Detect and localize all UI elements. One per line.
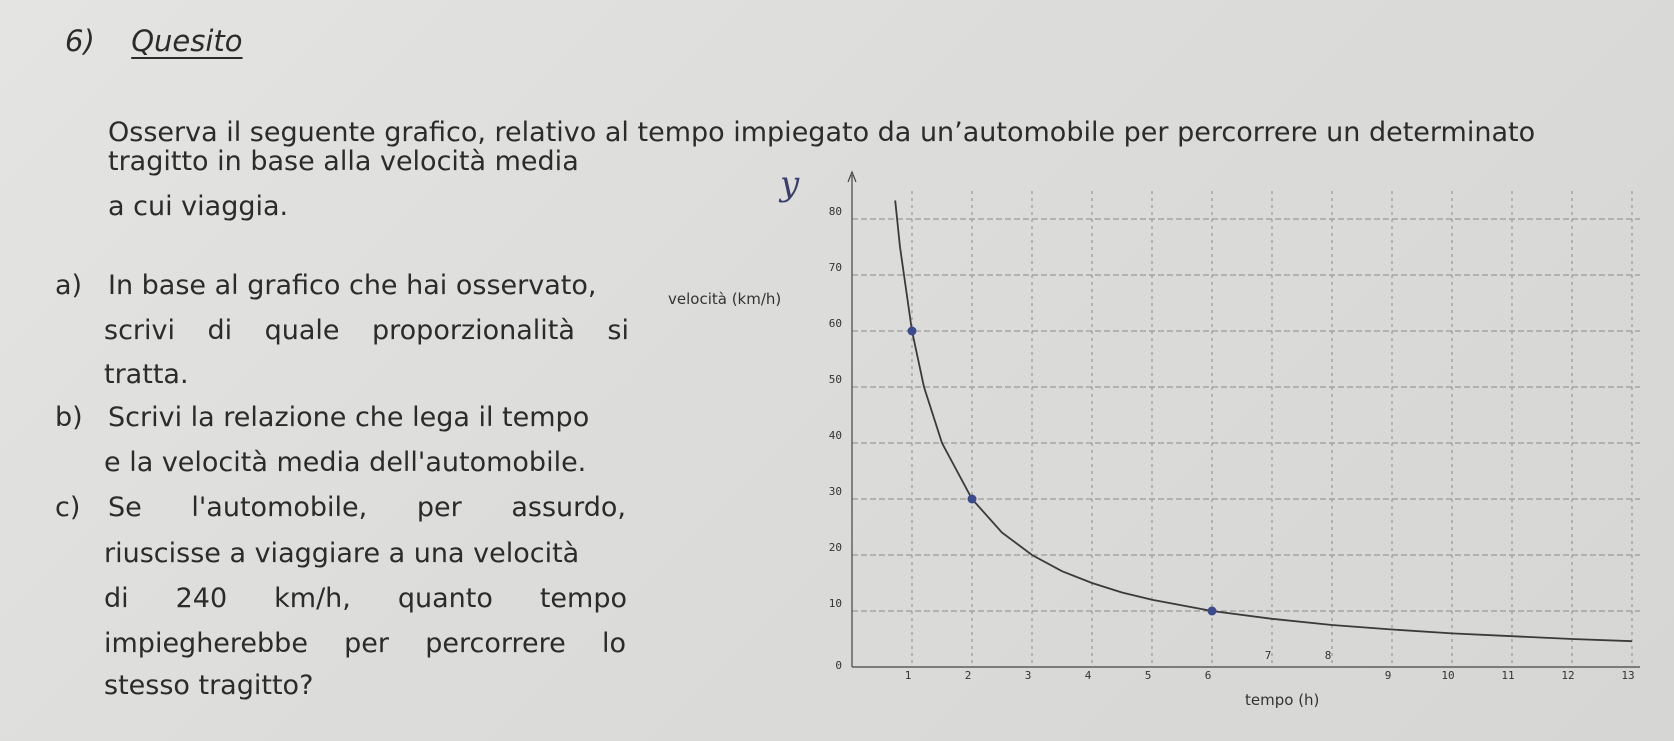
question-c-label: c) — [55, 492, 81, 523]
x-tick-label: 13 — [1621, 669, 1635, 682]
x-tick-label: 1 — [904, 669, 912, 682]
exercise-number: 6) — [65, 24, 95, 58]
question-c-line-5: stesso tragitto? — [104, 670, 314, 701]
question-c-line-2: riuscisse a viaggiare a una velocità — [104, 538, 580, 569]
x-tick-label: 6 — [1204, 669, 1212, 682]
y-tick-label: 30 — [828, 485, 842, 498]
question-a-label: a) — [55, 270, 83, 301]
y-tick-label: 60 — [828, 317, 842, 330]
question-c-line-4: impiegherebbe per percorrere lo — [104, 628, 626, 659]
handwritten-y-letter: y — [780, 164, 800, 204]
question-b-line-2: e la velocità media dell'automobile. — [104, 447, 587, 478]
y-axis-label: velocità (km/h) — [668, 290, 782, 308]
question-a-line-1: In base al grafico che hai osservato, — [108, 270, 597, 301]
x-tick-label: 9 — [1384, 669, 1392, 682]
question-b-label: b) — [55, 402, 83, 433]
y-tick-label: 40 — [828, 429, 842, 442]
x-tick-label: 5 — [1144, 669, 1152, 682]
highlighted-data-point — [908, 327, 917, 336]
question-c-line-1: Se l'automobile, per assurdo, — [108, 492, 626, 523]
x-tick-label: 11 — [1501, 669, 1515, 682]
question-a-line-3: tratta. — [104, 359, 189, 390]
y-tick-label: 80 — [828, 205, 842, 218]
y-tick-label: 10 — [828, 597, 842, 610]
x-tick-label: 7 — [1264, 649, 1272, 662]
question-c-line-3: di 240 km/h, quanto tempo — [104, 583, 627, 614]
question-a-line-2: scrivi di quale proporzionalità si — [104, 315, 629, 346]
x-tick-label: 2 — [964, 669, 972, 682]
intro-line-1: Osserva il seguente grafico, relativo al tempo impiegato da un’automobile per percorrere un determinato — [108, 117, 1536, 148]
x-tick-label: 10 — [1441, 669, 1455, 682]
highlighted-data-point — [1208, 607, 1217, 616]
x-tick-label: 8 — [1324, 649, 1332, 662]
highlighted-data-point — [968, 495, 977, 504]
intro-line-2: tragitto in base alla velocità media — [108, 146, 579, 177]
question-b-line-1: Scrivi la relazione che lega il tempo — [108, 402, 590, 433]
y-tick-label: 70 — [828, 261, 842, 274]
y-tick-label: 20 — [828, 541, 842, 554]
exercise-heading: Quesito — [131, 24, 243, 58]
x-axis-label: tempo (h) — [1245, 691, 1320, 709]
y-tick-label: 0 — [835, 659, 842, 672]
y-tick-label: 50 — [828, 373, 842, 386]
x-tick-label: 12 — [1561, 669, 1575, 682]
x-tick-label: 4 — [1084, 669, 1092, 682]
curve-series-line — [895, 201, 1632, 642]
chart-grid — [852, 191, 1640, 667]
x-tick-label: 3 — [1024, 669, 1032, 682]
intro-line-3: a cui viaggia. — [108, 191, 289, 222]
